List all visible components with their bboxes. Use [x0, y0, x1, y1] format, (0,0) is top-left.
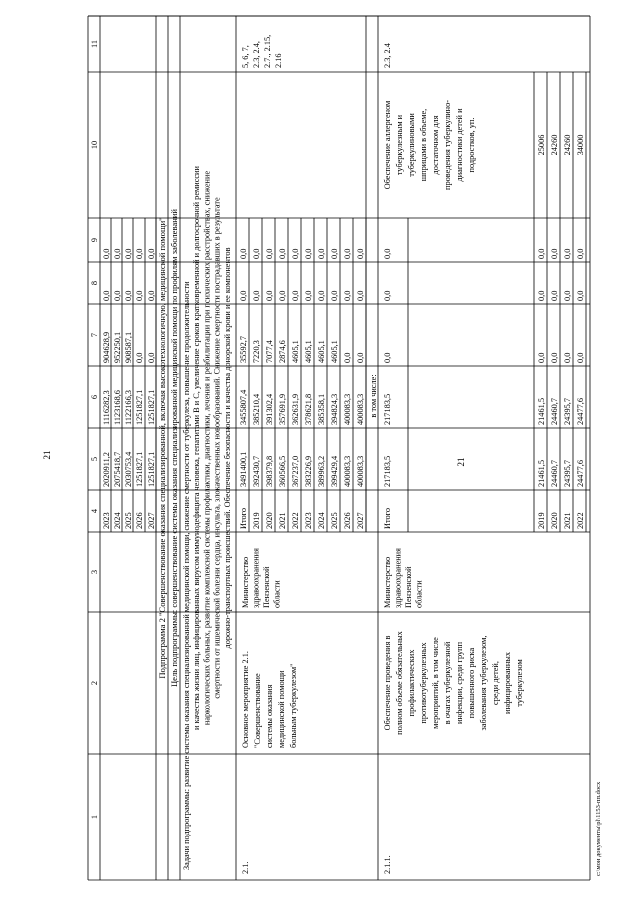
- m211-name-line: противотуберкулезных: [419, 642, 428, 724]
- m21-col11-line: 2.3, 2.4,: [252, 41, 261, 68]
- top-year: 2024: [113, 512, 122, 529]
- col-header-9: 9: [90, 237, 99, 243]
- m211-col10-line: Обеспечение аллергеном: [383, 100, 392, 190]
- subprogram-tasks-line: Задачи подпрограммы: развитие системы оказания специализированной медицинской помощи, снижение смертности от туберкулеза, повышение продолжительности: [182, 281, 191, 870]
- m21-c9: 0,0: [265, 248, 274, 259]
- m21-name-line: медицинской помощи: [277, 670, 286, 748]
- m211-c10: 24260: [550, 134, 559, 156]
- m21-c9: 0,0: [343, 248, 352, 259]
- m21-number: 2.1.: [241, 861, 250, 874]
- m211-executor-line: здравоохранения: [393, 548, 403, 608]
- top-c5: 2020911,2: [102, 452, 111, 487]
- col-header-1: 1: [90, 814, 99, 820]
- top-c9: 0,0: [147, 248, 156, 259]
- m21-year: 2025: [330, 512, 339, 529]
- m211-name-line: туберкулезом: [515, 659, 524, 707]
- top-c8: 0,0: [135, 290, 144, 301]
- m211-col10-line: проведения туберкулино-: [443, 100, 452, 190]
- m211-name-line: повышенного риска: [467, 647, 476, 719]
- col-header-8: 8: [90, 280, 99, 286]
- col-header-10: 10: [90, 140, 99, 150]
- m21-c5: 400083,3: [343, 455, 352, 487]
- m211-col10-line: достаточном для: [431, 115, 440, 175]
- m211-year: 2019: [537, 512, 546, 529]
- m21-c8: 0,0: [239, 290, 248, 301]
- m211-c8: 0,0: [563, 290, 572, 301]
- subprogram-tasks-line: дорожно-транспортных происшествий. Обеспечение безопасности и качества донорской крови и ее компонентов: [222, 247, 232, 649]
- m21-c7: 0,0: [356, 352, 365, 363]
- top-c9: 0,0: [124, 248, 133, 259]
- subprogram-title: Подпрограмма 2 "Совершенствование оказания специализированной, включая высокотехнологичную, медицинской помощи": [157, 217, 167, 679]
- m21-year: 2027: [356, 512, 365, 529]
- m21-c8: 0,0: [317, 290, 326, 301]
- m21-c8: 0,0: [304, 290, 313, 301]
- top-year: 2023: [102, 512, 111, 529]
- top-c7: 908587,1: [124, 331, 133, 363]
- m21-c9: 0,0: [252, 248, 261, 259]
- m211-name-line: инфицированных: [503, 652, 512, 714]
- top-c8: 0,0: [124, 290, 133, 301]
- m21-c5: 389963,2: [317, 455, 326, 487]
- m211-name-line: мероприятий, в том числе: [431, 637, 440, 729]
- m21-c9: 0,0: [278, 248, 287, 259]
- m21-year: 2019: [252, 512, 261, 529]
- m21-c8: 0,0: [265, 290, 274, 301]
- m21-name-line: Основное мероприятие 2.1.: [241, 651, 250, 748]
- top-year: 2027: [147, 512, 156, 529]
- m21-executor-line: Министерство: [241, 556, 250, 608]
- m211-c7: 0,0: [563, 352, 572, 363]
- top-c5: 1251827,1: [147, 451, 156, 487]
- col-header-4: 4: [90, 508, 99, 514]
- m21-in-total: в том числе:: [369, 374, 378, 418]
- footer-path: c:\мои документы\pl\1153-пп.docx: [595, 781, 602, 876]
- top-c8: 0,0: [113, 290, 122, 301]
- m21-c5: 398379,8: [265, 455, 274, 487]
- m21-c5: 3491400,1: [239, 451, 248, 487]
- page-number: 21: [456, 457, 466, 467]
- m21-c8: 0,0: [343, 290, 352, 301]
- m21-c6: 394824,3: [330, 393, 339, 425]
- m21-name-line: больным туберкулезом": [289, 663, 298, 748]
- m21-year: 2022: [291, 512, 300, 529]
- m211-total-c7: 0,0: [383, 352, 392, 363]
- m21-c5: 383226,9: [304, 455, 313, 487]
- m211-c9: 0,0: [563, 248, 572, 259]
- m21-c7: 4605,1: [304, 340, 313, 363]
- m211-c7: 0,0: [576, 352, 585, 363]
- m211-c5: 24395,7: [563, 460, 572, 487]
- m21-c7: 0,0: [343, 352, 352, 363]
- m21-c6: 391302,4: [265, 393, 274, 425]
- m21-c5: 360566,5: [278, 455, 287, 487]
- top-c9: 0,0: [113, 248, 122, 259]
- m21-c5: 399429,4: [330, 455, 339, 487]
- m21-year: 2026: [343, 512, 352, 529]
- m21-c8: 0,0: [330, 290, 339, 301]
- subprogram-tasks-line: наркологических больных, развитие комплексной системы профилактики, диагностики, лечения и реабилитации при психических расстройствах, снижение: [202, 170, 212, 726]
- m211-total-c5: 217183,5: [383, 455, 392, 487]
- m211-c8: 0,0: [537, 290, 546, 301]
- m211-executor-line: Пензенской: [404, 566, 413, 608]
- top-c6: 1122166,3: [124, 390, 133, 425]
- m211-executor-line: Министерство: [383, 556, 392, 608]
- col-header-11: 11: [90, 40, 99, 48]
- m211-name-line: полном объеме обязательных: [395, 631, 404, 735]
- top-c9: 0,0: [102, 248, 111, 259]
- top-c8: 0,0: [147, 290, 156, 301]
- col-header-3: 3: [90, 569, 99, 575]
- subprogram-goal: Цель подпрограммы: совершенствование системы оказания специализированной медицинской помощи по профилям заболеваний: [169, 208, 179, 688]
- m21-year: 2020: [265, 512, 274, 529]
- m21-executor-line: области: [272, 580, 282, 608]
- m211-col10-line: диагностики детей и: [455, 108, 464, 182]
- top-c7: 952250,1: [113, 331, 122, 363]
- m21-name-line: системы оказания: [265, 684, 274, 748]
- m211-c8: 0,0: [550, 290, 559, 301]
- m211-c6: 24395,7: [563, 398, 572, 425]
- m211-c9: 0,0: [537, 248, 546, 259]
- m21-year: Итого: [239, 507, 248, 529]
- m21-year: 2021: [278, 512, 287, 529]
- top-c7: 0,0: [147, 352, 156, 363]
- m21-c8: 0,0: [356, 290, 365, 301]
- col-header-5: 5: [90, 456, 99, 462]
- m211-c10: 34000: [576, 134, 585, 156]
- top-c7: 0,0: [135, 352, 144, 363]
- m211-total-year: Итого: [383, 507, 392, 529]
- m21-col11-line: 2.16: [274, 53, 283, 68]
- top-year: 2026: [135, 512, 144, 529]
- m21-c6: 362631,9: [291, 393, 300, 425]
- m211-name-line: инфекции, среди групп: [455, 641, 464, 725]
- m211-c9: 0,0: [550, 248, 559, 259]
- top-c5: 1251827,1: [135, 451, 144, 487]
- m21-c9: 0,0: [291, 248, 300, 259]
- m211-c7: 0,0: [550, 352, 559, 363]
- m211-col10-line: туберкулезным и: [395, 114, 404, 176]
- m211-col11: 2.3, 2.4: [383, 43, 392, 68]
- top-c6: 1251827,1: [135, 389, 144, 425]
- top-c5: 2075418,7: [113, 451, 122, 487]
- m211-col10-line: туберкулиновыми: [407, 113, 416, 177]
- top-c5: 2030753,4: [124, 451, 133, 487]
- subprogram-tasks-line: смертности от ишемической болезни сердца, инсульта, злокачественных новообразований. Снижение смертности пострадавших в результате: [212, 197, 222, 699]
- m21-c6: 400083,3: [356, 393, 365, 425]
- top-c7: 904628,9: [102, 331, 111, 363]
- m211-year: 2022: [576, 512, 585, 529]
- m211-c6: 24477,6: [576, 398, 585, 425]
- m21-c7: 4605,1: [291, 340, 300, 363]
- m21-executor-line: Пензенской: [262, 566, 271, 608]
- page-number-svg: 21: [42, 450, 52, 460]
- m211-col10-line: подростков, уп.: [467, 117, 476, 173]
- m211-number: 2.1.1.: [383, 855, 392, 874]
- m21-c9: 0,0: [330, 248, 339, 259]
- m21-c5: 400083,3: [356, 455, 365, 487]
- m211-c5: 24460,7: [550, 460, 559, 487]
- top-c6: 1116282,3: [102, 390, 111, 425]
- top-c6: 1123168,6: [113, 390, 122, 425]
- m211-total-c9: 0,0: [383, 248, 392, 259]
- top-c9: 0,0: [135, 248, 144, 259]
- m21-c6: 357691,9: [278, 393, 287, 425]
- m21-year: 2023: [304, 512, 313, 529]
- m21-c9: 0,0: [317, 248, 326, 259]
- m211-executor-line: области: [414, 580, 424, 608]
- m21-c9: 0,0: [239, 248, 248, 259]
- m211-name-line: профилактических: [407, 649, 416, 717]
- m21-c7: 4605,1: [330, 340, 339, 363]
- col-header-6: 6: [90, 394, 99, 400]
- m21-c6: 400083,3: [343, 393, 352, 425]
- m211-total-c6: 217183,5: [383, 393, 392, 425]
- m21-name-line: "Совершенствование: [253, 673, 262, 748]
- m21-c8: 0,0: [291, 290, 300, 301]
- m211-c10: 24260: [563, 134, 572, 156]
- m211-name-line: заболевания туберкулезом,: [479, 635, 488, 731]
- m21-col11-line: 2.7., 2.15,: [263, 34, 272, 68]
- m21-executor-line: здравоохранения: [251, 548, 261, 608]
- m21-c6: 3455807,4: [239, 389, 248, 425]
- m21-c9: 0,0: [356, 248, 365, 259]
- m21-c6: 385210,4: [252, 393, 261, 425]
- top-year: 2025: [124, 512, 133, 529]
- m21-c9: 0,0: [304, 248, 313, 259]
- col-header-7: 7: [90, 332, 99, 338]
- m21-c7: 7220,3: [252, 340, 261, 363]
- subprogram-tasks-line: и качества жизни лиц, инфицированных вирусом иммунодефицита человека, гепатитами B и C, увеличение сроков кратковременной и долгосрочной ремиссии: [192, 166, 202, 730]
- m211-name-line: в очагах туберкулезной: [443, 641, 452, 725]
- m21-c8: 0,0: [278, 290, 287, 301]
- m211-c6: 21461,5: [537, 398, 546, 425]
- m211-c8: 0,0: [576, 290, 585, 301]
- top-c8: 0,0: [102, 290, 111, 301]
- m21-c7: 2874,6: [278, 340, 287, 363]
- m211-c5: 24477,6: [576, 460, 585, 487]
- m21-c6: 378621,8: [304, 393, 313, 425]
- m211-c5: 21461,5: [537, 460, 546, 487]
- m21-year: 2024: [317, 512, 326, 529]
- top-c6: 1251827,1: [147, 389, 156, 425]
- col-header-2: 2: [90, 680, 99, 686]
- m211-name-line: среди детей,: [491, 661, 500, 705]
- m211-name-line: Обеспечение проведения в: [383, 635, 392, 731]
- m211-year: 2020: [550, 512, 559, 529]
- m21-c7: 7077,4: [265, 340, 274, 363]
- m211-col10-line: шприцами в объеме,: [419, 108, 428, 182]
- m211-c7: 0,0: [537, 352, 546, 363]
- m21-col11-line: 5, 6, 7,: [241, 45, 250, 68]
- m21-c5: 367237,0: [291, 455, 300, 487]
- m21-c5: 392430,7: [252, 455, 261, 487]
- m21-c7: 4605,1: [317, 340, 326, 363]
- m211-year: 2021: [563, 512, 572, 529]
- m211-c6: 24460,7: [550, 398, 559, 425]
- m21-c7: 35592,7: [239, 336, 248, 363]
- m211-total-c8: 0,0: [383, 290, 392, 301]
- m211-c10: 25006: [537, 134, 546, 156]
- m21-c6: 385358,1: [317, 393, 326, 425]
- m21-c8: 0,0: [252, 290, 261, 301]
- m211-c9: 0,0: [576, 248, 585, 259]
